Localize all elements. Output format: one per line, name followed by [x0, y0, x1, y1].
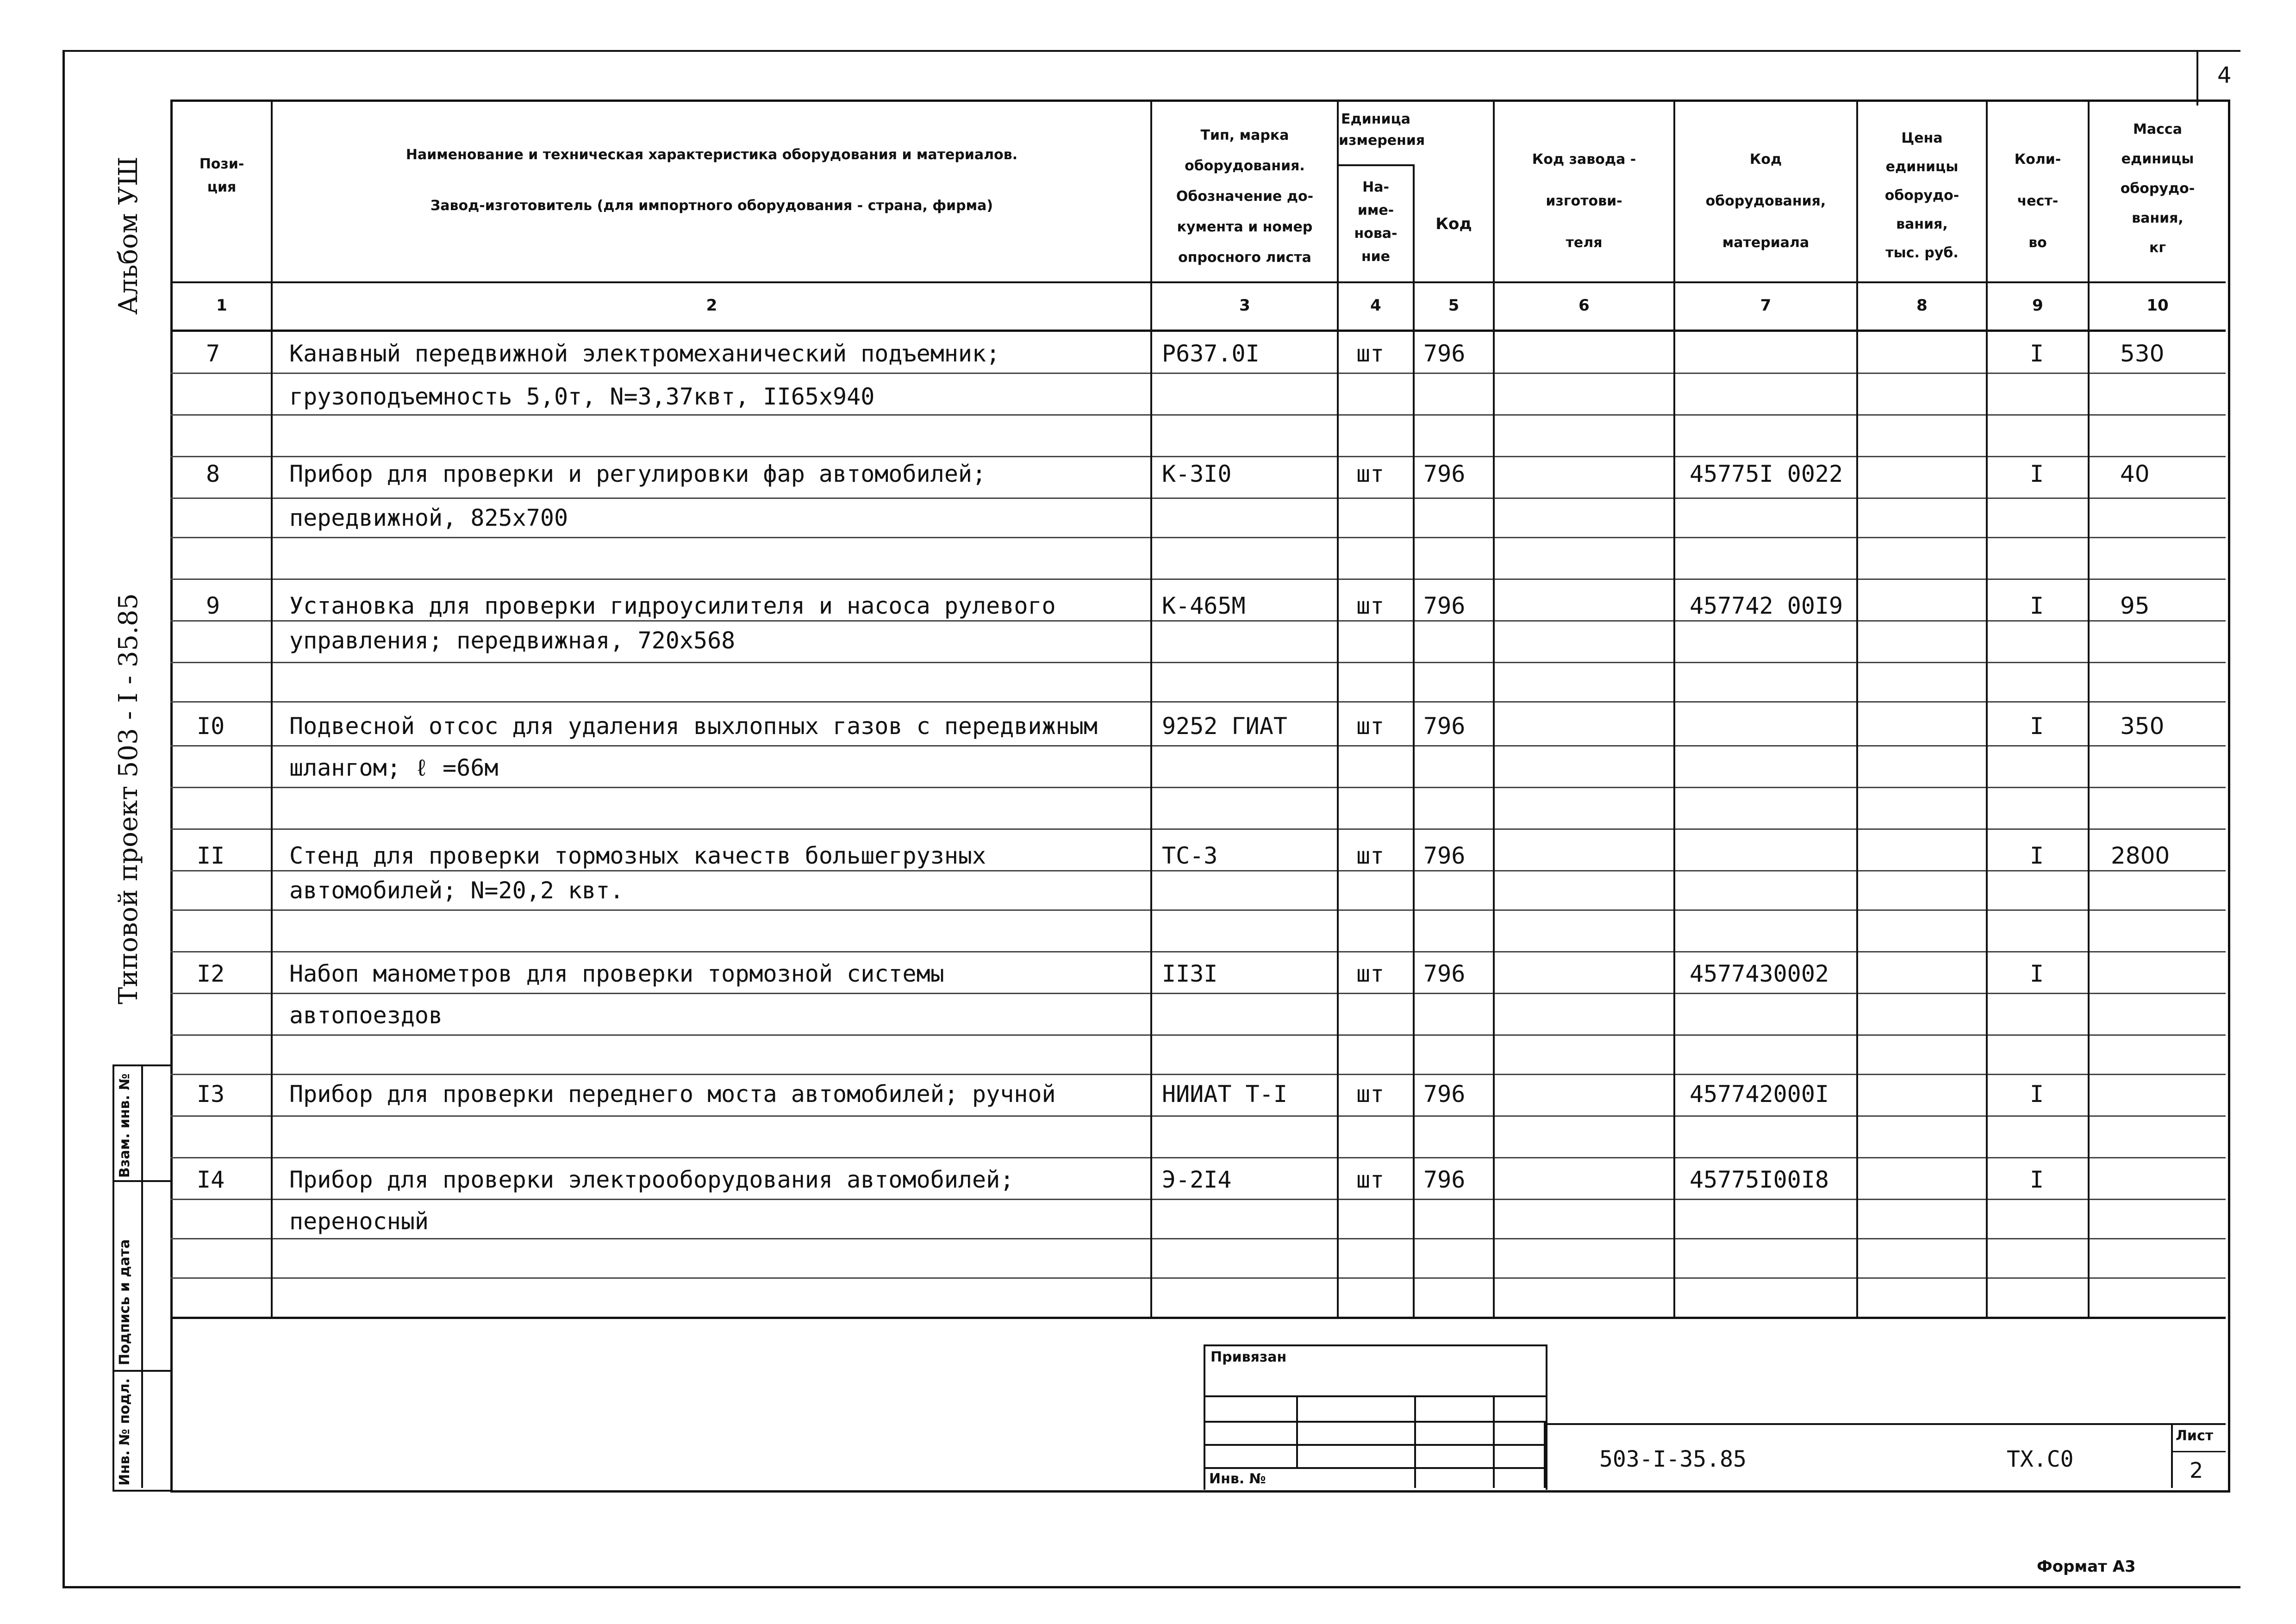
row-9-code: 796 [1423, 592, 1466, 619]
row-10-name: Подвесной отсос для удаления выхлопных газов с передвижным [289, 713, 1098, 740]
row-7-name: Канавный передвижной электромеханический подъемник; [289, 340, 1000, 367]
row-11-pos: II [197, 842, 225, 869]
row-13-pos: I3 [197, 1081, 225, 1108]
row-7-qty: I [2030, 340, 2044, 367]
format-label: Формат А3 [2037, 1557, 2136, 1576]
header-mass: Масса единицы оборудо- вания, кг [2120, 121, 2195, 256]
row-9-equipment-code: 457742 00I9 [1690, 592, 1843, 619]
row-12-unit: шт [1356, 960, 1385, 987]
sheet-number-top: 4 [2217, 62, 2232, 88]
row-8-equipment-code: 45775I 0022 [1690, 460, 1843, 487]
row-8-type: К-3I0 [1162, 460, 1232, 487]
row-9-unit: шт [1356, 592, 1385, 619]
row-7-pos: 7 [206, 340, 220, 367]
stamp-signature-date: Подпись и дата [117, 1239, 133, 1365]
inv-label: Инв. № [1209, 1471, 1266, 1487]
row-9-name-2: управления; передвижная, 720х568 [289, 627, 736, 654]
row-12-equipment-code: 4577430002 [1690, 960, 1829, 987]
row-8-name-2: передвижной, 825х700 [289, 504, 568, 531]
side-album-label: Альбом УШ [113, 156, 144, 315]
row-12-name-2: автопоездов [289, 1002, 443, 1029]
row-13-equipment-code: 457742000I [1690, 1081, 1829, 1108]
col-num-9: 9 [2032, 296, 2043, 315]
row-7-unit: шт [1356, 340, 1385, 367]
col-num-8: 8 [1916, 296, 1928, 315]
document-mark: ТХ.С0 [2007, 1446, 2074, 1472]
col-num-1: 1 [216, 296, 227, 315]
header-type: Тип, марка оборудования. Обозначение до- кумента и номер опросного листа [1176, 127, 1314, 266]
row-10-qty: I [2030, 713, 2044, 740]
row-11-mass: 2800 [2111, 842, 2170, 869]
col-num-10: 10 [2146, 296, 2169, 315]
row-14-name: Прибор для проверки электрооборудования автомобилей; [289, 1166, 1014, 1193]
row-11-unit: шт [1356, 842, 1385, 869]
row-9-pos: 9 [206, 592, 220, 619]
header-unit-code: Код [1435, 215, 1472, 233]
row-13-type: НИИАТ Т-I [1162, 1081, 1287, 1108]
row-14-equipment-code: 45775I00I8 [1690, 1166, 1829, 1193]
header-name-line1: Наименование и техническая характеристика оборудования и материалов. [406, 147, 1018, 163]
row-11-name-2: автомобилей; N=20,2 квт. [289, 877, 624, 904]
row-8-code: 796 [1423, 460, 1466, 487]
col-num-7: 7 [1760, 296, 1772, 315]
row-14-code: 796 [1423, 1166, 1466, 1193]
header-unit-name: На- име- нова- ние [1354, 179, 1398, 265]
row-14-qty: I [2030, 1166, 2044, 1193]
row-14-pos: I4 [197, 1166, 225, 1193]
row-12-type: II3I [1162, 960, 1218, 987]
bound-label: Привязан [1210, 1349, 1287, 1365]
header-position: Пози- ция [199, 156, 244, 195]
stamp-replace-inv: Взам. инв. № [117, 1073, 133, 1178]
header-quantity: Коли- чест- во [2014, 151, 2061, 251]
row-8-qty: I [2030, 460, 2044, 487]
row-7-code: 796 [1423, 340, 1466, 367]
row-10-unit: шт [1356, 713, 1385, 740]
sheet-label: Лист [2176, 1428, 2214, 1444]
row-9-name: Установка для проверки гидроусилителя и насоса рулевого [289, 592, 1056, 619]
col-num-3: 3 [1239, 296, 1250, 315]
row-11-type: ТС-3 [1162, 842, 1218, 869]
row-13-qty: I [2030, 1081, 2044, 1108]
sheet-value: 2 [2190, 1458, 2203, 1483]
row-12-pos: I2 [197, 960, 225, 987]
row-10-pos: I0 [197, 713, 225, 740]
row-13-unit: шт [1356, 1081, 1385, 1108]
row-8-name: Прибор для проверки и регулировки фар автомобилей; [289, 460, 986, 487]
row-10-code: 796 [1423, 713, 1466, 740]
row-8-mass: 40 [2120, 460, 2150, 487]
row-7-name-2: грузоподъемность 5,0т, N=3,37квт, II65х940 [289, 383, 875, 410]
row-14-name-2: переносный [289, 1208, 429, 1235]
col-num-6: 6 [1578, 296, 1590, 315]
document-code: 503-I-35.85 [1599, 1446, 1747, 1472]
side-project-label: Типовой проект 503 - I - 35.85 [113, 593, 144, 1004]
row-10-name-2: шлангом; ℓ =66м [289, 754, 499, 781]
col-num-4: 4 [1370, 296, 1381, 315]
row-12-name: Набоп манометров для проверки тормозной системы [289, 960, 944, 987]
row-12-qty: I [2030, 960, 2044, 987]
row-9-mass: 95 [2120, 592, 2150, 619]
row-13-code: 796 [1423, 1081, 1466, 1108]
row-7-type: Р637.0I [1162, 340, 1260, 367]
row-11-qty: I [2030, 842, 2044, 869]
header-equipment-code: Код оборудования, материала [1705, 151, 1826, 251]
row-13-name: Прибор для проверки переднего моста автомобилей; ручной [289, 1081, 1056, 1108]
stamp-inv-original: Инв. № подл. [117, 1378, 133, 1486]
row-8-pos: 8 [206, 460, 220, 487]
row-12-code: 796 [1423, 960, 1466, 987]
header-factory-code: Код завода - изготови- теля [1532, 151, 1636, 251]
row-11-code: 796 [1423, 842, 1466, 869]
col-num-2: 2 [706, 296, 718, 315]
row-10-type: 9252 ГИАТ [1162, 713, 1287, 740]
row-9-type: К-465М [1162, 592, 1246, 619]
row-10-mass: 350 [2120, 713, 2165, 740]
col-num-5: 5 [1448, 296, 1460, 315]
header-price: Цена единицы оборудо- вания, тыс. руб. [1884, 130, 1959, 261]
row-11-name: Стенд для проверки тормозных качеств большегрузных [289, 842, 986, 869]
row-14-type: Э-2I4 [1162, 1166, 1232, 1193]
row-8-unit: шт [1356, 460, 1385, 487]
row-9-qty: I [2030, 592, 2044, 619]
header-name-line2: Завод-изготовитель (для импортного оборудования - страна, фирма) [430, 198, 993, 214]
row-7-mass: 530 [2120, 340, 2165, 367]
row-14-unit: шт [1356, 1166, 1385, 1193]
header-unit-group: Единица измерения [1339, 111, 1425, 149]
